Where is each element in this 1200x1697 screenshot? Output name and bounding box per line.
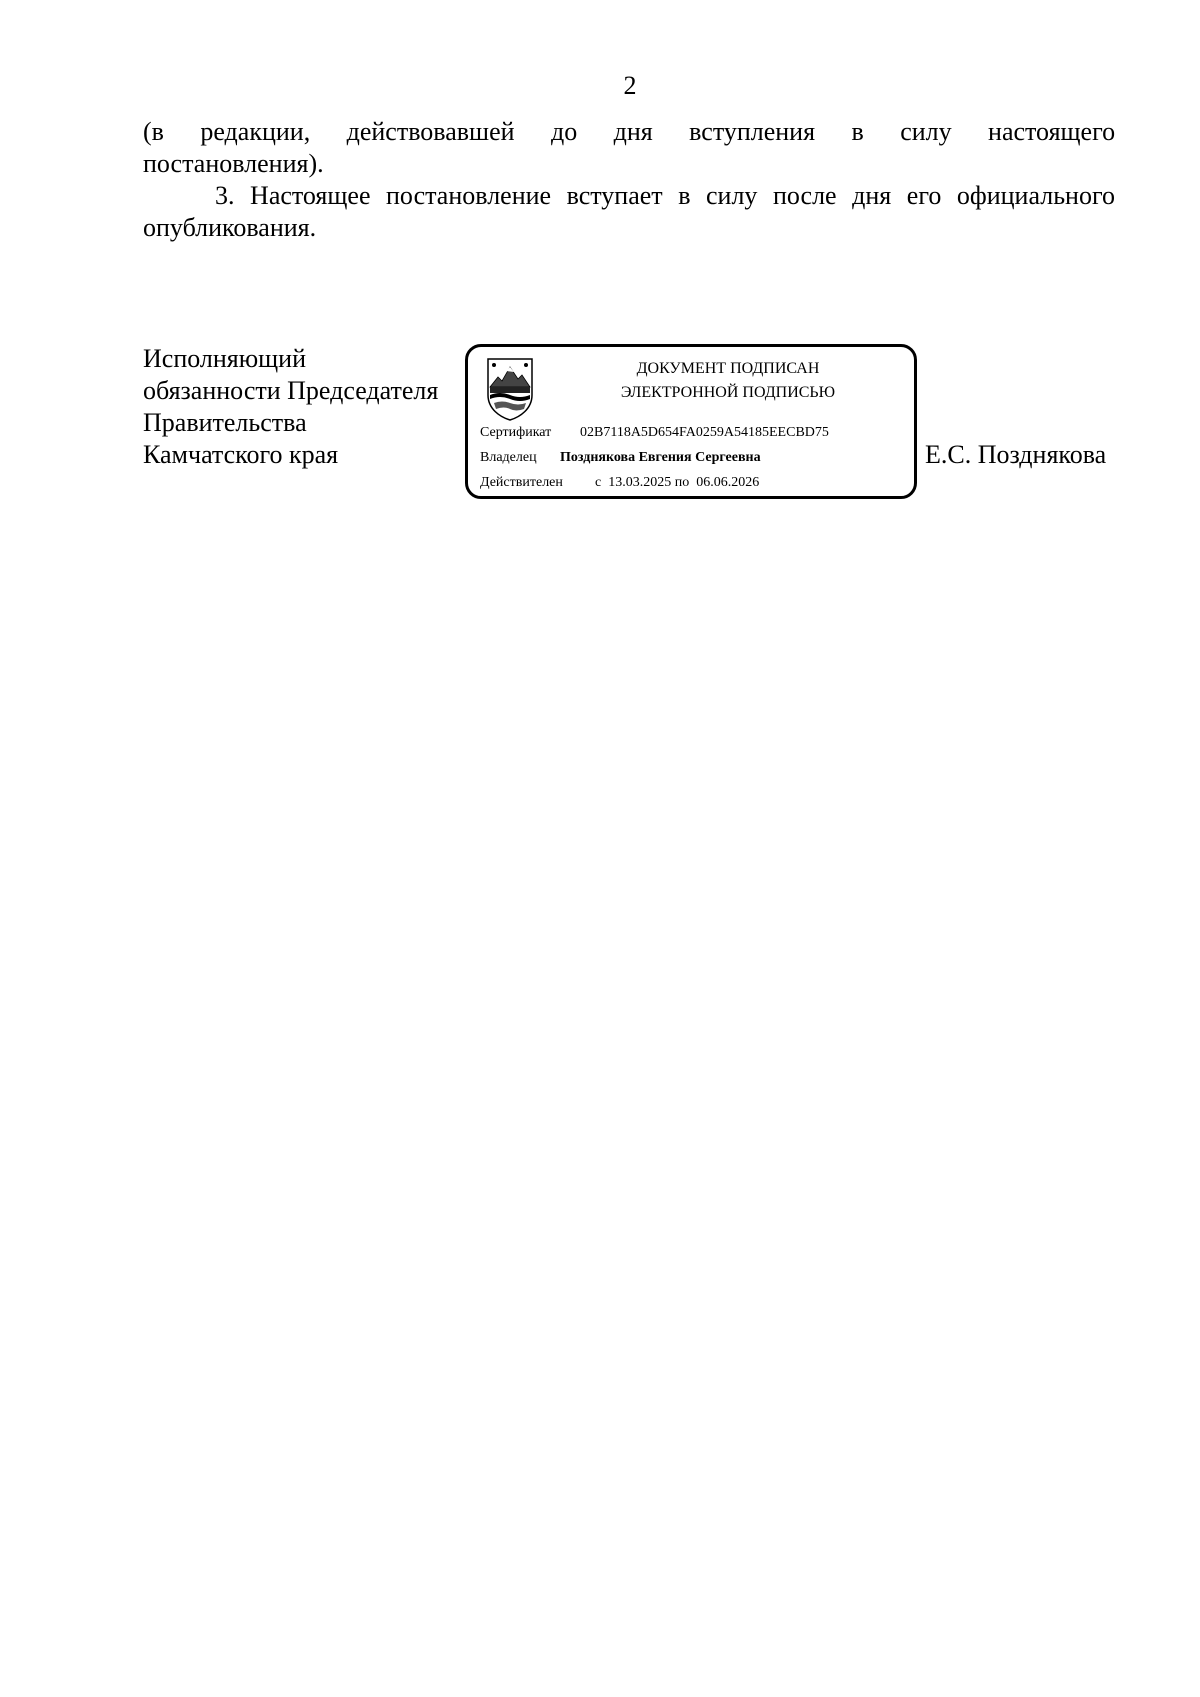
- kamchatka-coat-of-arms-icon: [484, 357, 536, 421]
- certificate-value: 02B7118A5D654FA0259A54185EECBD75: [580, 425, 829, 440]
- stamp-title: ДОКУМЕНТ ПОДПИСАН ЭЛЕКТРОННОЙ ПОДПИСЬЮ: [620, 360, 836, 401]
- stamp-validity-row: [480, 474, 759, 492]
- page-number: 2: [623, 71, 637, 100]
- certificate-label: Сертификат: [480, 425, 552, 440]
- signatory-line: обязанности Председателя: [143, 376, 439, 405]
- signatory-title: [143, 343, 438, 471]
- validity-label: Действителен: [480, 475, 563, 490]
- electronic-signature-stamp: [465, 344, 917, 499]
- validity-value: с 13.03.2025 по 06.06.2026: [595, 475, 760, 490]
- paragraph-line: (в редакции, действовавшей до дня вступления в силу настоящего: [143, 117, 1116, 146]
- owner-value: Позднякова Евгения Сергеевна: [560, 450, 761, 465]
- signer-name: Е.С. Позднякова: [925, 440, 1107, 469]
- signatory-line: Исполняющий: [143, 344, 307, 373]
- paragraph-continuation: [143, 116, 1115, 180]
- signatory-line: Правительства: [143, 408, 307, 437]
- paragraph-3: 3. Настоящее постановление вступает в силу после дня его официального опубликования.: [143, 181, 1115, 242]
- owner-label: Владелец: [480, 450, 537, 465]
- paragraph-line: постановления).: [143, 149, 324, 178]
- document-body: [143, 116, 1115, 244]
- stamp-owner-row: [480, 449, 761, 467]
- signatory-line: Камчатского края: [143, 440, 339, 469]
- stamp-certificate-row: [480, 424, 829, 442]
